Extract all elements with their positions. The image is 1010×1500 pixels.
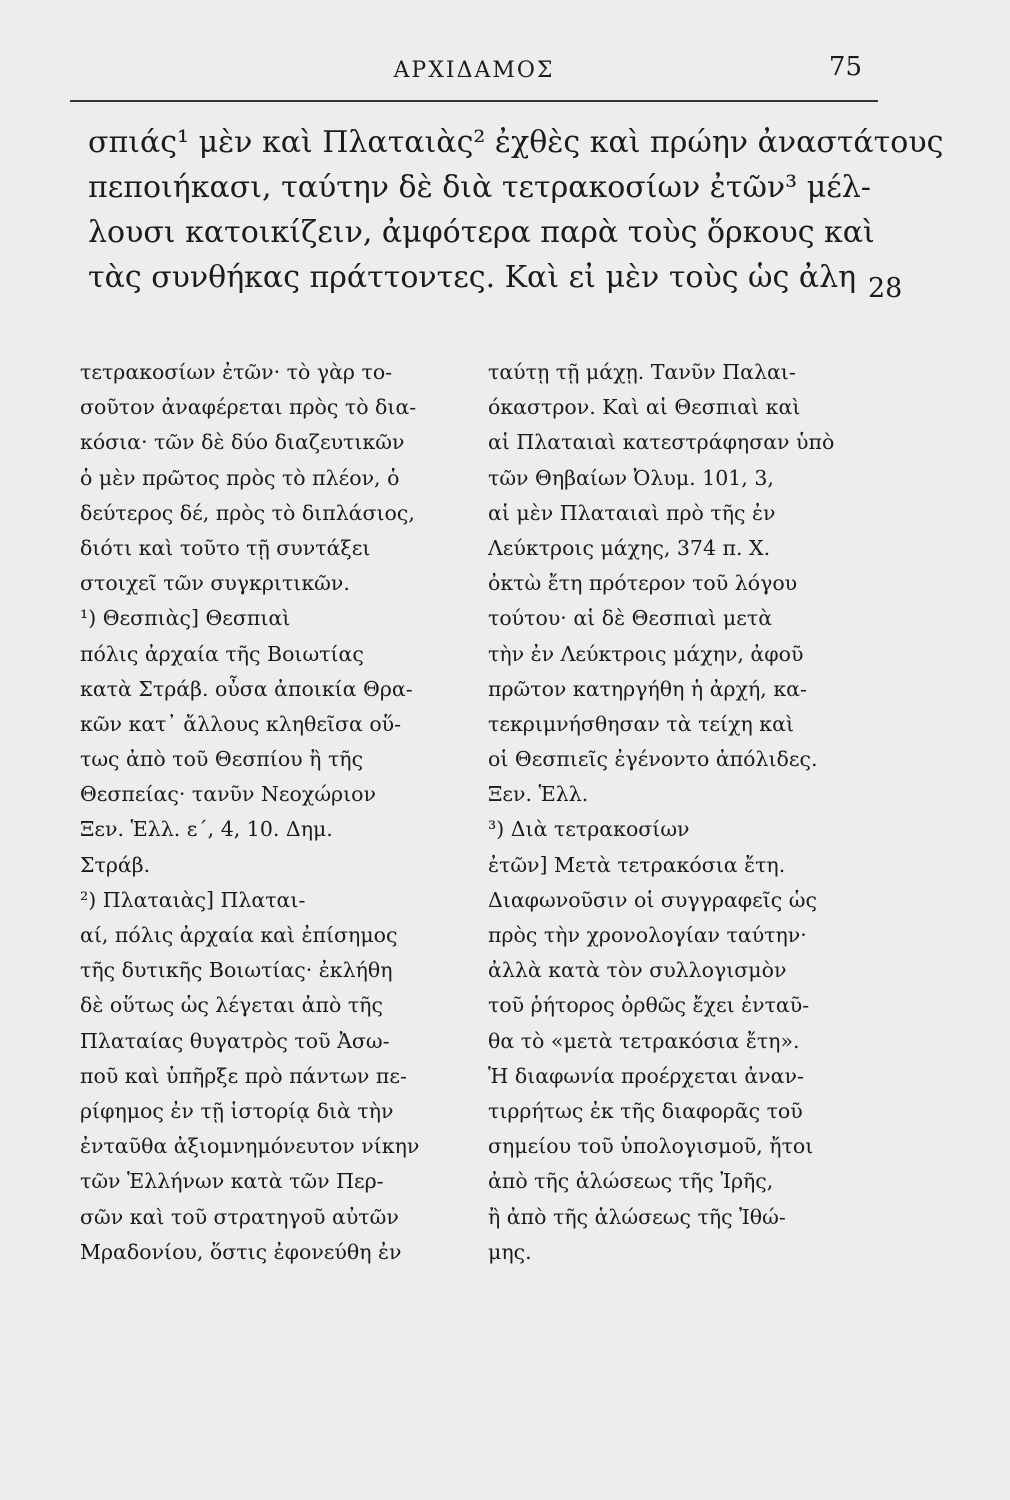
footnote-line: ἢ ἀπὸ τῆς ἁλώσεως τῆς Ἰθώ- xyxy=(488,1204,786,1229)
footnote-line: Θεσπείας· τανῦν Νεοχώριον xyxy=(80,782,376,807)
footnote-line: διότι καὶ τοῦτο τῇ συντάξει xyxy=(80,535,371,560)
footnotes-right-column xyxy=(488,355,888,1270)
footnote-line: ἐτῶν] Μετὰ τετρακόσια ἔτη. xyxy=(488,852,786,877)
footnote-line: αί, πόλις ἀρχαία καὶ ἐπίσημος xyxy=(80,923,398,947)
footnote-line: ἐνταῦθα ἀξιομνημόνευτον νίκην xyxy=(80,1134,420,1159)
footnote-line: τως ἀπὸ τοῦ Θεσπίου ἢ τῆς xyxy=(80,747,364,772)
footnote-line: ¹) Θεσπιὰς] Θεσπιαὶ xyxy=(80,606,291,631)
footnote-line: τῶν Ἑλλήνων κατὰ τῶν Περ- xyxy=(80,1169,384,1194)
running-head xyxy=(70,48,878,108)
footnote-line: ὀκτὼ ἔτη πρότερον τοῦ λόγου xyxy=(488,571,798,596)
footnote-line: αἱ Πλαταιαὶ κατεστράφησαν ὑπὸ xyxy=(488,430,835,455)
running-title: ΑΡΧΙΔΑΜΟΣ xyxy=(393,58,555,83)
footnote-line: σημείου τοῦ ὑπολογισμοῦ, ἤτοι xyxy=(488,1134,814,1159)
footnote-line: τῆς δυτικῆς Βοιωτίας· ἐκλήθη xyxy=(80,958,393,983)
margin-line-number: 28 xyxy=(868,273,903,304)
footnote-line: μης. xyxy=(488,1239,532,1264)
footnote-line: ἀλλὰ κατὰ τὸν συλλογισμὸν xyxy=(488,958,787,983)
footnote-line: πόλις ἀρχαία τῆς Βοιωτίας xyxy=(80,641,364,666)
footnote-line: ρίφημος ἐν τῇ ἱστορίᾳ διὰ τὴν xyxy=(80,1098,394,1123)
footnote-line: όκαστρον. Καὶ αἱ Θεσπιαὶ καὶ xyxy=(488,395,801,420)
footnote-line: ²) Πλαταιὰς] Πλαται- xyxy=(80,887,306,912)
main-text-line: λουσι κατοικίζειν, ἀμφότερα παρὰ τοὺς ὅρκους καὶ xyxy=(88,215,875,250)
footnote-line: Στράβ. xyxy=(80,852,151,877)
footnote-line: τετρακοσίων ἐτῶν· τὸ γὰρ το- xyxy=(80,360,393,384)
footnote-line: οἱ Θεσπιεῖς ἐγένοντο ἀπόλιδες. xyxy=(488,747,818,772)
footnote-line: Ξεν. Ἑλλ. ε΄, 4, 10. Δημ. xyxy=(80,817,333,842)
footnote-line: ποῦ καὶ ὑπῆρξε πρὸ πάντων πε- xyxy=(80,1063,407,1088)
footnote-line: δεύτερος δέ, πρὸς τὸ διπλάσιος, xyxy=(80,500,415,525)
footnote-line: αἱ μὲν Πλαταιαὶ πρὸ τῆς ἐν xyxy=(488,500,776,525)
footnote-line: τοῦ ῥήτορος ὀρθῶς ἔχει ἐνταῦ- xyxy=(488,993,810,1018)
footnote-line: ³) Διὰ τετρακοσίων xyxy=(488,817,690,842)
header-rule xyxy=(70,100,878,102)
footnote-line: Λεύκτροις μάχης, 374 π. Χ. xyxy=(488,535,771,560)
footnote-line: ταύτῃ τῇ μάχῃ. Τανῦν Παλαι- xyxy=(488,360,796,384)
footnote-line: κόσια· τῶν δὲ δύο διαζευτικῶν xyxy=(80,430,405,455)
footnotes-left-column xyxy=(80,355,475,1270)
footnote-line: πρὸς τὴν χρονολογίαν ταύτην· xyxy=(488,923,807,947)
footnote-line: στοιχεῖ τῶν συγκριτικῶν. xyxy=(80,571,350,596)
footnote-line: ἀπὸ τῆς ἁλώσεως τῆς Ἰρῆς, xyxy=(488,1169,774,1194)
footnote-line: κατὰ Στράβ. οὖσα ἀποικία Θρα- xyxy=(80,676,413,701)
footnote-line: Μραδονίου, ὅστις ἐφονεύθη ἐν xyxy=(80,1239,402,1264)
footnote-line: τεκριμνήσθησαν τὰ τείχη καὶ xyxy=(488,711,794,736)
footnote-line: τῶν Θηβαίων Ὀλυμ. 101, 3, xyxy=(488,465,774,490)
footnote-line: σοῦτον ἀναφέρεται πρὸς τὸ δια- xyxy=(80,395,417,420)
footnote-line: δὲ οὕτως ὡς λέγεται ἀπὸ τῆς xyxy=(80,993,383,1018)
footnote-line: ὁ μὲν πρῶτος πρὸς τὸ πλέον, ὁ xyxy=(80,465,400,490)
footnote-line: Πλαταίας θυγατρὸς τοῦ Ἀσω- xyxy=(80,1028,390,1053)
footnote-line: θα τὸ «μετὰ τετρακόσια ἔτη». xyxy=(488,1028,800,1053)
footnote-line: σῶν καὶ τοῦ στρατηγοῦ αὐτῶν xyxy=(80,1204,399,1229)
footnote-line: Ἡ διαφωνία προέρχεται ἀναν- xyxy=(488,1063,804,1088)
main-text-line: σπιάς¹ μὲν καὶ Πλαταιὰς² ἐχθὲς καὶ πρώην ἀναστάτους xyxy=(88,125,944,160)
main-text-line: τὰς συνθήκας πράττοντες. Καὶ εἰ μὲν τοὺς ὡς ἀλη xyxy=(88,260,857,295)
page-number: 75 xyxy=(828,52,862,82)
footnote-line: τούτου· αἱ δὲ Θεσπιαὶ μετὰ xyxy=(488,606,773,631)
footnote-line: τιρρήτως ἐκ τῆς διαφορᾶς τοῦ xyxy=(488,1098,803,1123)
footnote-line: Ξεν. Ἑλλ. xyxy=(488,782,589,807)
footnote-line: κῶν κατ᾿ ἄλλους κληθεῖσα οὕ- xyxy=(80,711,402,736)
main-text-line: πεποιήκασι, ταύτην δὲ διὰ τετρακοσίων ἐτῶν³ μέλ- xyxy=(88,170,871,205)
footnote-line: Διαφωνοῦσιν οἱ συγγραφεῖς ὡς xyxy=(488,887,817,912)
footnote-line: τὴν ἐν Λεύκτροις μάχην, ἀφοῦ xyxy=(488,641,804,666)
footnote-line: πρῶτον κατηργήθη ἡ ἀρχή, κα- xyxy=(488,676,807,701)
